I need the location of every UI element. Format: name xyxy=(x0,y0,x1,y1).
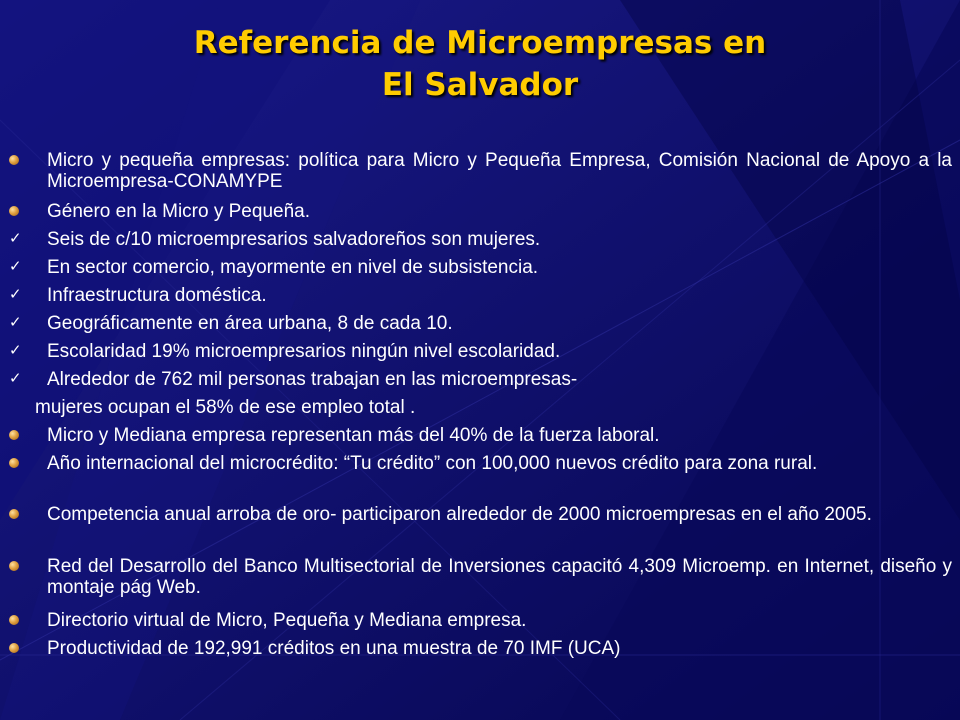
list-item xyxy=(47,201,952,222)
checkmark-icon: ✓ xyxy=(9,257,22,275)
orb-bullet-icon xyxy=(9,155,19,165)
orb-bullet-icon xyxy=(9,561,19,571)
list-item xyxy=(9,285,952,306)
list-item xyxy=(9,341,952,362)
list-item xyxy=(47,556,952,598)
orb-bullet-icon xyxy=(9,430,19,440)
checkmark-icon: ✓ xyxy=(9,313,22,331)
list-item xyxy=(9,369,952,390)
list-item-text: Micro y Mediana empresa representan más del 40% de la fuerza laboral. xyxy=(47,425,660,446)
list-item-text: Geográficamente en área urbana, 8 de cada 10. xyxy=(47,313,453,334)
list-item-text: mujeres ocupan el 58% de ese empleo total . xyxy=(35,397,416,418)
list-item xyxy=(47,638,952,659)
orb-bullet-icon xyxy=(9,615,19,625)
list-item xyxy=(47,504,952,525)
orb-bullet-icon xyxy=(9,509,19,519)
list-item-text: En sector comercio, mayormente en nivel de subsistencia. xyxy=(47,257,539,278)
list-item-text: Productividad de 192,991 créditos en una muestra de 70 IMF (UCA) xyxy=(47,638,621,659)
list-item xyxy=(47,610,952,631)
list-item-text: Seis de c/10 microempresarios salvadoreños son mujeres. xyxy=(47,229,541,250)
list-item-text: Género en la Micro y Pequeña. xyxy=(47,201,310,222)
checkmark-icon: ✓ xyxy=(9,285,22,303)
title-line-1: Referencia de Microempresas en xyxy=(193,25,767,61)
list-item-text: Infraestructura doméstica. xyxy=(47,285,267,306)
list-item-text: Alrededor de 762 mil personas trabajan en las microempresas- xyxy=(47,369,578,390)
list-item xyxy=(47,150,952,192)
orb-bullet-icon xyxy=(9,458,19,468)
list-item xyxy=(9,257,952,278)
list-item xyxy=(9,229,952,250)
list-item-text: Red del Desarrollo del Banco Multisectorial de Inversiones capacitó 4,309 Microemp. en Internet, diseño y montaje pág Web. xyxy=(47,556,952,598)
list-item-text: Micro y pequeña empresas: política para Micro y Pequeña Empresa, Comisión Nacional de Apoyo a la Microempresa-CONAMYPE xyxy=(47,150,952,192)
list-item xyxy=(47,425,952,446)
list-item xyxy=(47,453,952,474)
list-item-text: Directorio virtual de Micro, Pequeña y Mediana empresa. xyxy=(47,610,527,631)
list-item xyxy=(9,313,952,334)
title-line-2: El Salvador xyxy=(381,67,579,103)
checkmark-icon: ✓ xyxy=(9,369,22,387)
orb-bullet-icon xyxy=(9,643,19,653)
checkmark-icon: ✓ xyxy=(9,229,22,247)
list-item-text: Competencia anual arroba de oro- participaron alrededor de 2000 microempresas en el año 2005. xyxy=(47,504,872,525)
list-item-text: Año internacional del microcrédito: “Tu crédito” con 100,000 nuevos crédito para zona rural. xyxy=(47,453,818,474)
list-item-continuation xyxy=(35,397,940,418)
list-item-text: Escolaridad 19% microempresarios ningún nivel escolaridad. xyxy=(47,341,561,362)
orb-bullet-icon xyxy=(9,206,19,216)
checkmark-icon: ✓ xyxy=(9,341,22,359)
